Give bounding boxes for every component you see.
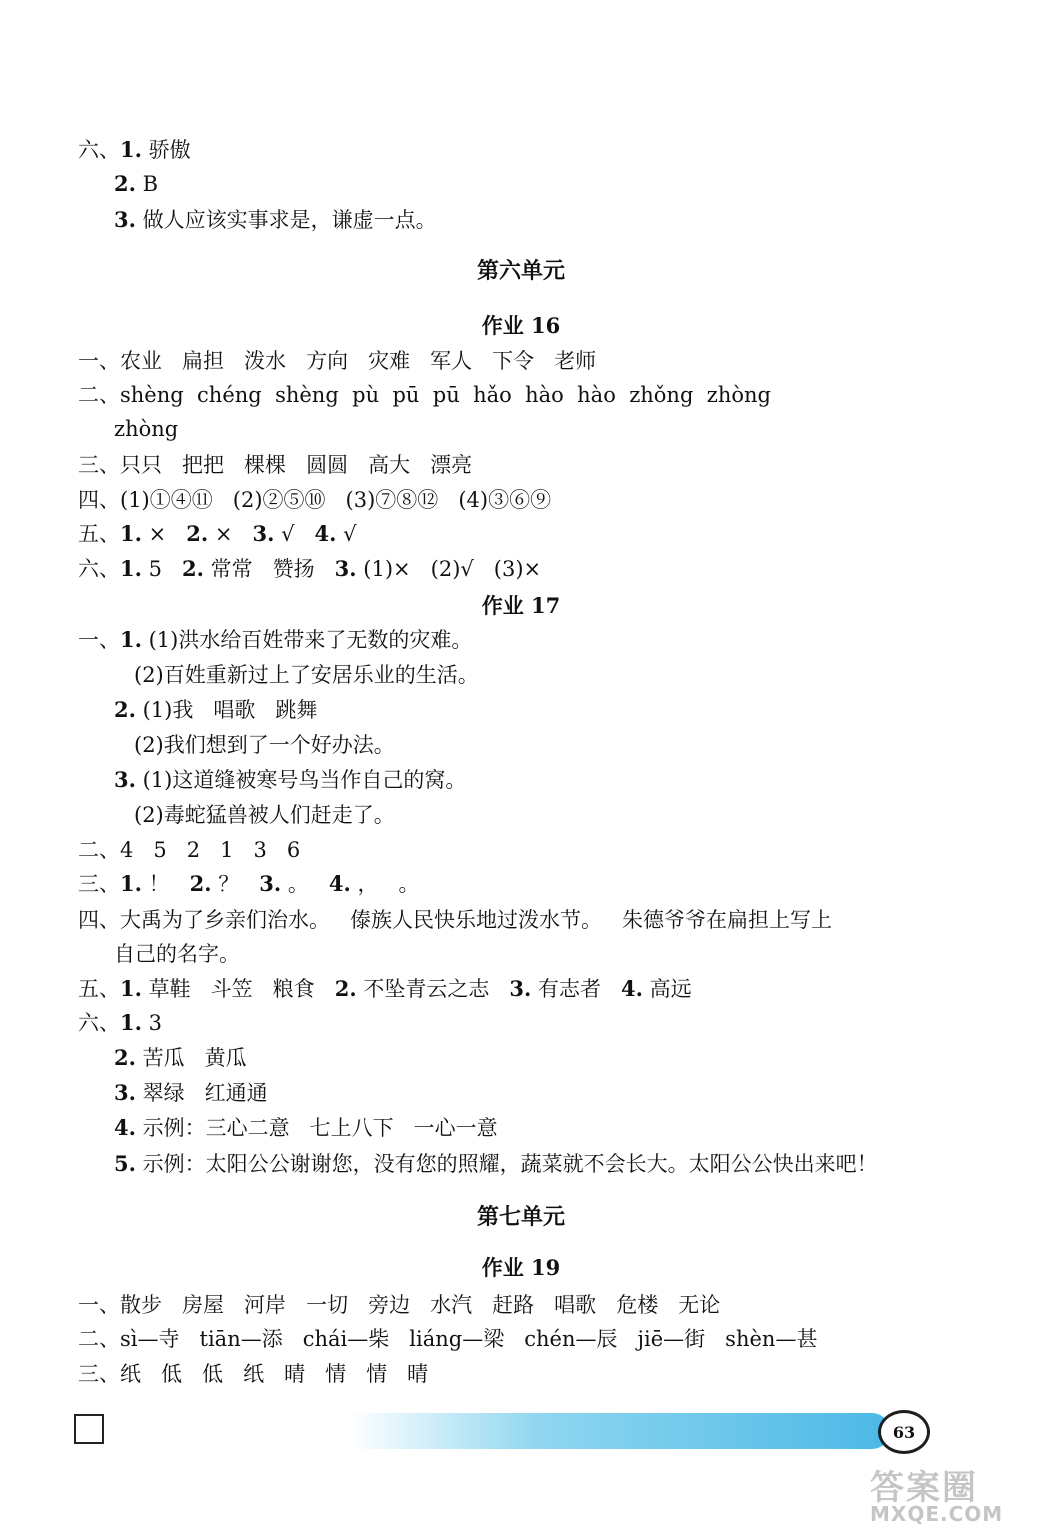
hw17-q6-1: 六、1. 3 bbox=[78, 1010, 162, 1035]
page-number: 63 bbox=[878, 1410, 930, 1454]
footer-square bbox=[74, 1414, 104, 1444]
hw17-q3: 三、1. ！ 2. ？ 3. 。 4. ， 。 bbox=[78, 871, 420, 896]
hw17-q1-2a: 2. (1)我 唱歌 跳舞 bbox=[114, 697, 318, 722]
hw17-q4-cont: 自己的名字。 bbox=[114, 942, 240, 966]
hw17-q1-2b: (2)我们想到了一个好办法。 bbox=[134, 733, 395, 757]
hw17-q6-3: 3. 翠绿 红通通 bbox=[114, 1080, 268, 1105]
hw17-q5: 五、1. 草鞋 斗笠 粮食 2. 不坠青云之志 3. 有志者 4. 高远 bbox=[78, 976, 692, 1001]
hw17-q1-3a: 3. (1)这道缝被寒号鸟当作自己的窝。 bbox=[114, 767, 467, 792]
watermark-url: MXQE.COM bbox=[870, 1502, 1004, 1526]
hw16-q2: 二、shèng chéng shèng pù pū pū hǎo hào hào zhǒng zhòng bbox=[78, 383, 771, 407]
hw17-q6-5: 5. 示例：太阳公公谢谢您，没有您的照耀，蔬菜就不会长大。太阳公公快出来吧！ bbox=[114, 1151, 878, 1176]
hw16-q2-cont: zhòng bbox=[114, 417, 179, 441]
answer-6-3: 3. 做人应该实事求是，谦虚一点。 bbox=[114, 207, 437, 232]
hw19-q1: 一、散步 房屋 河岸 一切 旁边 水汽 赶路 唱歌 危楼 无论 bbox=[78, 1293, 721, 1317]
hw16-q1: 一、农业 扁担 泼水 方向 灾难 军人 下令 老师 bbox=[78, 349, 597, 373]
watermark-logo bbox=[850, 1460, 1030, 1530]
unit7-heading: 第七单元 bbox=[476, 1204, 565, 1230]
hw17-q2: 二、4 5 2 1 3 6 bbox=[78, 838, 301, 862]
answer-6-1: 六、1. 骄傲 bbox=[78, 137, 191, 162]
hw17-q4: 四、大禹为了乡亲们治水。 傣族人民快乐地过泼水节。 朱德爷爷在扁担上写上 bbox=[78, 908, 833, 932]
hw19-heading: 作业 19 bbox=[481, 1255, 561, 1280]
hw17-q6-2: 2. 苦瓜 黄瓜 bbox=[114, 1045, 247, 1070]
hw17-q1-1a: 一、1. (1)洪水给百姓带来了无数的灾难。 bbox=[78, 627, 473, 652]
answer-6-2: 2. B bbox=[114, 171, 159, 196]
hw19-q3: 三、纸 低 低 纸 晴 情 情 晴 bbox=[78, 1362, 429, 1386]
hw17-q6-4: 4. 示例：三心二意 七上八下 一心一意 bbox=[114, 1115, 498, 1140]
hw16-q4: 四、(1)①④⑪ (2)②⑤⑩ (3)⑦⑧⑫ (4)③⑥⑨ bbox=[78, 488, 552, 512]
hw17-q1-1b: (2)百姓重新过上了安居乐业的生活。 bbox=[134, 663, 479, 687]
hw17-heading: 作业 17 bbox=[481, 593, 561, 618]
hw17-q1-3b: (2)毒蛇猛兽被人们赶走了。 bbox=[134, 803, 395, 827]
hw16-q3: 三、只只 把把 棵棵 圆圆 高大 漂亮 bbox=[78, 453, 473, 477]
hw19-q2: 二、sì—寺 tiān—添 chái—柴 liáng—梁 chén—辰 jiē—街 shèn—甚 bbox=[78, 1327, 818, 1351]
hw16-q5: 五、1. × 2. × 3. √ 4. √ bbox=[78, 521, 357, 546]
hw16-q6: 六、1. 5 2. 常常 赞扬 3. (1)× (2)√ (3)× bbox=[78, 556, 542, 581]
hw16-heading: 作业 16 bbox=[481, 313, 561, 338]
unit6-heading: 第六单元 bbox=[476, 258, 565, 284]
footer-band bbox=[350, 1413, 890, 1449]
watermark-text: 答案圈 bbox=[870, 1468, 978, 1508]
